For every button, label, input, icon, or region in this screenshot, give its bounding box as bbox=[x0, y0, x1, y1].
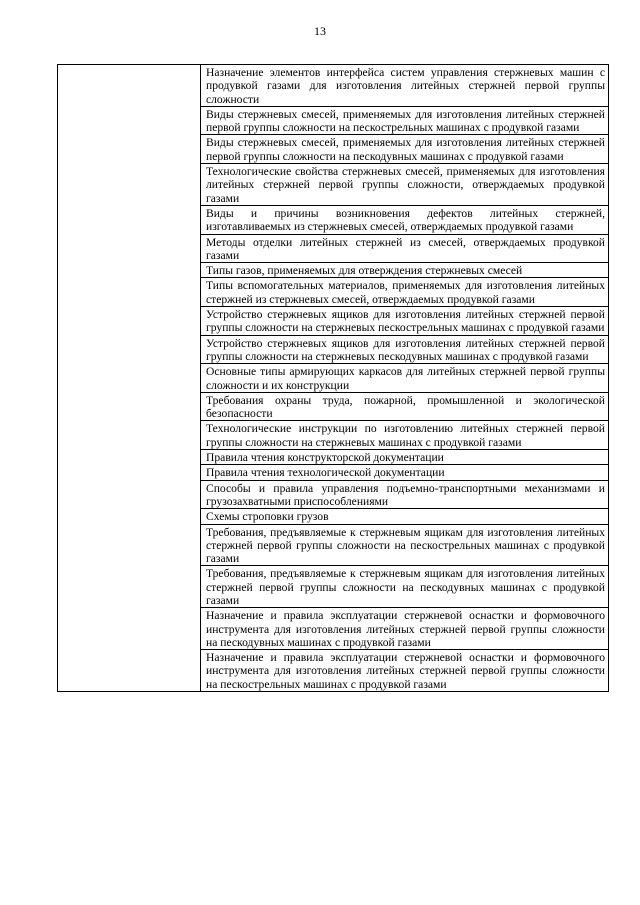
table-item: Виды стержневых смесей, применяемых для изготовления литейных стержней первой группы сложности на пескострельных машинах с продувкой газами bbox=[201, 106, 609, 135]
table-item: Технологические свойства стержневых смесей, применяемых для изготовления литейных стержней первой группы сложности, отверждаемых продувкой газами bbox=[201, 164, 609, 206]
table-item: Способы и правила управления подъемно-транспортными механизмами и грузозахватными приспособлениями bbox=[201, 480, 609, 509]
table-item: Назначение и правила эксплуатации стержневой оснастки и формовочного инструмента для изготовления литейных стержней первой группы сложности на пескострельных машинах с продувкой газами bbox=[201, 650, 609, 692]
table-row bbox=[58, 65, 609, 107]
table-item: Требования охраны труда, пожарной, промышленной и экологической безопасности bbox=[201, 392, 609, 421]
page-number: 13 bbox=[314, 24, 326, 38]
table-item: Основные типы армирующих каркасов для литейных стержней первой группы сложности и их конструкции bbox=[201, 364, 609, 393]
table-item: Типы газов, применяемых для отверждения стержневых смесей bbox=[201, 263, 609, 278]
table-item: Типы вспомогательных материалов, применяемых для изготовления литейных стержней из стержневых смесей, отверждаемых продувкой газами bbox=[201, 278, 609, 307]
table-item: Виды стержневых смесей, применяемых для изготовления литейных стержней первой группы сложности на пескодувных машинах с продувкой газами bbox=[201, 135, 609, 164]
table-item: Требования, предъявляемые к стержневым ящикам для изготовления литейных стержней первой группы сложности на пескострельных машинах с продувкой газами bbox=[201, 524, 609, 566]
table-left-cell bbox=[58, 65, 201, 692]
table-item: Устройство стержневых ящиков для изготовления литейных стержней первой группы сложности на стержневых пескострельных машинах с продувкой газами bbox=[201, 307, 609, 336]
table-item: Устройство стержневых ящиков для изготовления литейных стержней первой группы сложности на стержневых пескодувных машинах с продувкой газами bbox=[201, 335, 609, 364]
table-item: Требования, предъявляемые к стержневым ящикам для изготовления литейных стержней первой группы сложности на пескодувных машинах с продувкой газами bbox=[201, 566, 609, 608]
table-item: Схемы строповки грузов bbox=[201, 509, 609, 524]
table-item: Правила чтения конструкторской документации bbox=[201, 450, 609, 465]
table-item: Виды и причины возникновения дефектов литейных стержней, изготавливаемых из стержневых смесей, отверждаемых продувкой газами bbox=[201, 205, 609, 234]
table-item: Правила чтения технологической документации bbox=[201, 465, 609, 480]
table-item: Назначение и правила эксплуатации стержневой оснастки и формовочного инструмента для изготовления литейных стержней первой группы сложности на пескодувных машинах с продувкой газами bbox=[201, 608, 609, 650]
requirements-table bbox=[57, 64, 609, 692]
table-item: Методы отделки литейных стержней из смесей, отверждаемых продувкой газами bbox=[201, 234, 609, 263]
table-item: Назначение элементов интерфейса систем управления стержневых машин с продувкой газами для изготовления литейных стержней первой группы сложности bbox=[201, 65, 609, 107]
requirements-table-body bbox=[58, 65, 609, 692]
table-item: Технологические инструкции по изготовлению литейных стержней первой группы сложности на стержневых машинах с продувкой газами bbox=[201, 421, 609, 450]
